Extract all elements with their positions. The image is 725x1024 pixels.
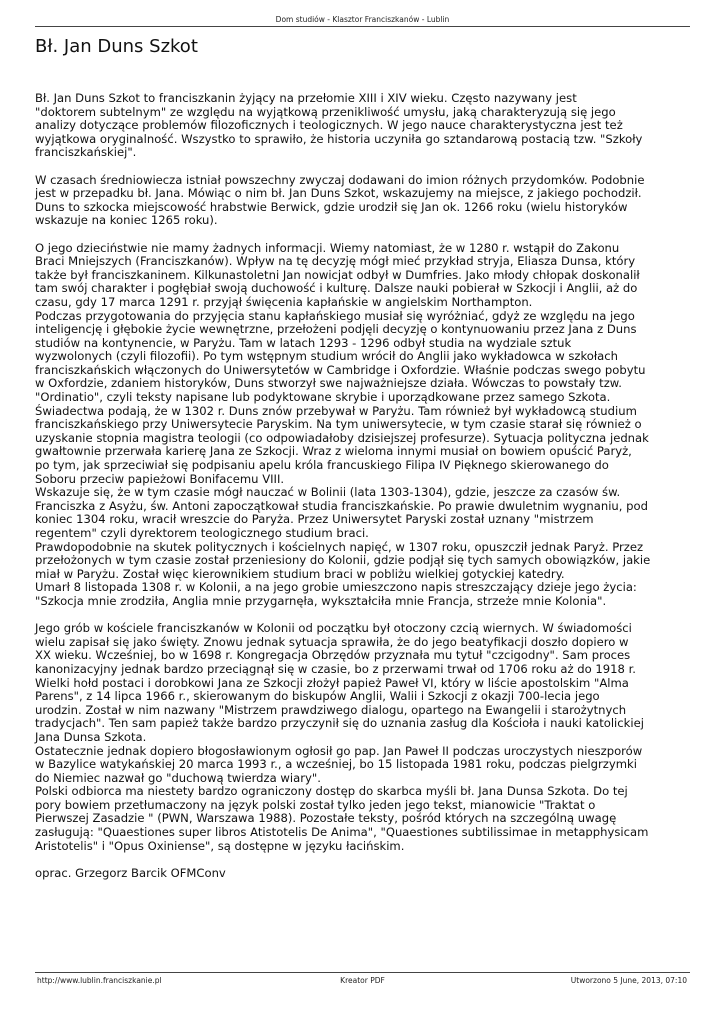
paragraph-intro: Bł. Jan Duns Szkot to franciszkanin żyjący na przełomie XIII i XIV wieku. Często nazywany jest "doktorem subtelnym" ze względu na wyjątkową przenikliwość umysłu, jaką charakteryzują się jego analizy dotyczące problemów filozoficznych i teologicznych. W jego nauce charakterystyczna jest też wyjątkowa oryginalność. Wszystko to sprawiło, że historia uczyniła go sztandarową postacią tzw. "Szkoły franciszkańskiej".	[35, 91, 643, 160]
footer-created-timestamp: Utworzono 5 June, 2013, 07:10	[570, 976, 687, 985]
footer-divider	[35, 972, 690, 973]
paragraph-name-origin: W czasach średniowiecza istniał powszechny zwyczaj dodawani do imion różnych przydomków. Podobnie jest w przepadku bł. Jana. Mówiąc o nim bł. Jan Duns Szkot, wskazujemy na miejsce, z jakiego pochodził. Duns to szkocka miejscowość hrabstwie Berwick, gdzie urodził się Jan ok. 1266 roku (wielu historyków wskazuje na koniec 1265 roku).	[35, 172, 645, 228]
header-divider	[35, 26, 690, 27]
author-credit: oprac. Grzegorz Barcik OFMConv	[35, 865, 226, 880]
footer-url-link[interactable]: http://www.lublin.franciszkanie.pl	[37, 976, 162, 985]
page-title: Bł. Jan Duns Szkot	[35, 36, 198, 57]
page-header: Dom studiów - Klasztor Franciszkanów - Lublin	[275, 15, 450, 24]
paragraph-life: O jego dzieciństwie nie mamy żadnych informacji. Wiemy natomiast, że w 1280 r. wstąpił do Zakonu Braci Mniejszych (Franciszkanów). Wpływ na tę decyzję mógł mieć przykład stryja, Eliasza Dunsa, który także był franciszkaninem. Kilkunastoletni Jan nowicjat odbył w Dumfries. Jako młody chłopak doskonalił tam swój charakter i pogłębiał swoją duchowość i kulturę. Dalsze nauki pobierał w Szkocji i Anglii, aż do czasu, gdy 17 marca 1291 r. przyjął święcenia kapłańskie w angielskim Northampton. Podczas przygotowania do przyjęcia stanu kapłańskiego musiał się wyróżniać, gdyż ze względu na jego inteligencję i głębokie życie wewnętrzne, przełożeni podjęli decyzję o kontynuowaniu przez Jana z Duns studiów na kontynencie, w Paryżu. Tam w latach 1293 - 1296 odbył studia na wydziale sztuk wyzwolonych (czyli filozofii). Po tym wstępnym studium wrócił do Anglii jako wykładowca w szkołach franciszkańskich włączonych do Uniwersytetów w Cambridge i Oxfordzie. Właśnie podczas swego pobytu w Oxfordzie, zdaniem historyków, Duns stworzył swe najważniejsze działa. Wówczas to powstały tzw. "Ordinatio", czyli teksty napisane lub podyktowane skrybie i uporządkowane przez samego Szkota. Świadectwa podają, że w 1302 r. Duns znów przebywał w Paryżu. Tam również był wykładowcą studium franciszkańskiego przy Uniwersytecie Paryskim. Na tym uniwersytecie, w tym czasie starał się również o uzyskanie stopnia magistra teologii (co odpowiadałoby dzisiejszej profesurze). Sytuacja polityczna jednak gwałtownie przerwała karierę Jana ze Szkocji. Wraz z wieloma innymi musiał on bowiem opuścić Paryż, po tym, jak sprzeciwiał się podpisaniu apelu króla francuskiego Filipa IV Pięknego skierowanego do Soboru przeciw papieżowi Bonifacemu VIII. Wskazuje się, że w tym czasie mógł nauczać w Bolinii (lata 1303-1304), gdzie, jeszcze za czasów św. Franciszka z Asyżu, św. Antoni zapoczątkował studia franciszkańskie. Po prawie dwuletnim wygnaniu, pod koniec 1304 roku, wracił wreszcie do Paryża. Przez Uniwersytet Paryski został uznany "mistrzem regentem" czyli dyrektorem teologicznego studium braci. Prawdopodobnie na skutek politycznych i kościelnych napięć, w 1307 roku, opuszcził jednak Paryż. Przez przełożonych w tym czasie został przeniesiony do Kolonii, gdzie podjął się tych samych obowiązków, jakie miał w Paryżu. Został więc kierownikiem studium braci w pobliżu wielkiej gotyckiej katedry. Umarł 8 listopada 1308 r. w Kolonii, a na jego grobie umieszczono napis streszczający dzieje jego życia: "Szkocja mnie zrodziła, Anglia mnie przygarnęła, wykształciła mnie Francja, strzeże mnie Kolonia".	[35, 240, 651, 608]
paragraph-legacy: Jego grób w kościele franciszkanów w Kolonii od początku był otoczony czcią wiernych. W świadomości wielu zapisał się jako święty. Znowu jednak sytuacja sprawiła, że do jego beatyfikacji doszło dopiero w XX wieku. Wcześniej, bo w 1698 r. Kongregacja Obrzędów przyznała mu tytuł "czcigodny". Sam proces kanonizacyjny jednak bardzo przeciągnął się w czasie, bo z przerwami trwał od 1706 roku aż do 1918 r. Wielki hołd postaci i dorobkowi Jana ze Szkocji złożył papież Paweł VI, który w liście apostolskim "Alma Parens", z 14 lipca 1966 r., skierowanym do biskupów Anglii, Walii i Szkocji z okazji 700-lecia jego urodzin. Został w nim nazwany "Mistrzem prawdziwego dialogu, opartego na Ewangelii i starożytnych tradycjach". Ten sam papież także bardzo przyczynił się do uznania zasług dla Kościoła i nauki katolickiej Jana Dunsa Szkota. Ostatecznie jednak dopiero błogosławionym ogłosił go pap. Jan Paweł II podczas uroczystych nieszporów w Bazylice watykańskiej 20 marca 1993 r., a wcześniej, bo 15 listopada 1981 roku, podczas pielgrzymki do Niemiec nazwał go "duchową twierdza wiary". Polski odbiorca ma niestety bardzo ograniczony dostęp do skarbca myśli bł. Jana Dunsa Szkota. Do tej pory bowiem przetłumaczony na język polski został tylko jeden jego tekst, mianowicie "Traktat o Pierwszej Zasadzie " (PWN, Warszawa 1988). Pozostałe teksty, pośród których na szczególną uwagę zasługują: "Quaestiones super libros Atistotelis De Anima", "Quaestiones subtilissimae in metapphysicam Aristotelis" i "Opus Oxiniense", są dostępne w języku łacińskim.	[35, 621, 649, 853]
footer-generator: Kreator PDF	[340, 976, 385, 985]
article-body	[35, 92, 687, 880]
